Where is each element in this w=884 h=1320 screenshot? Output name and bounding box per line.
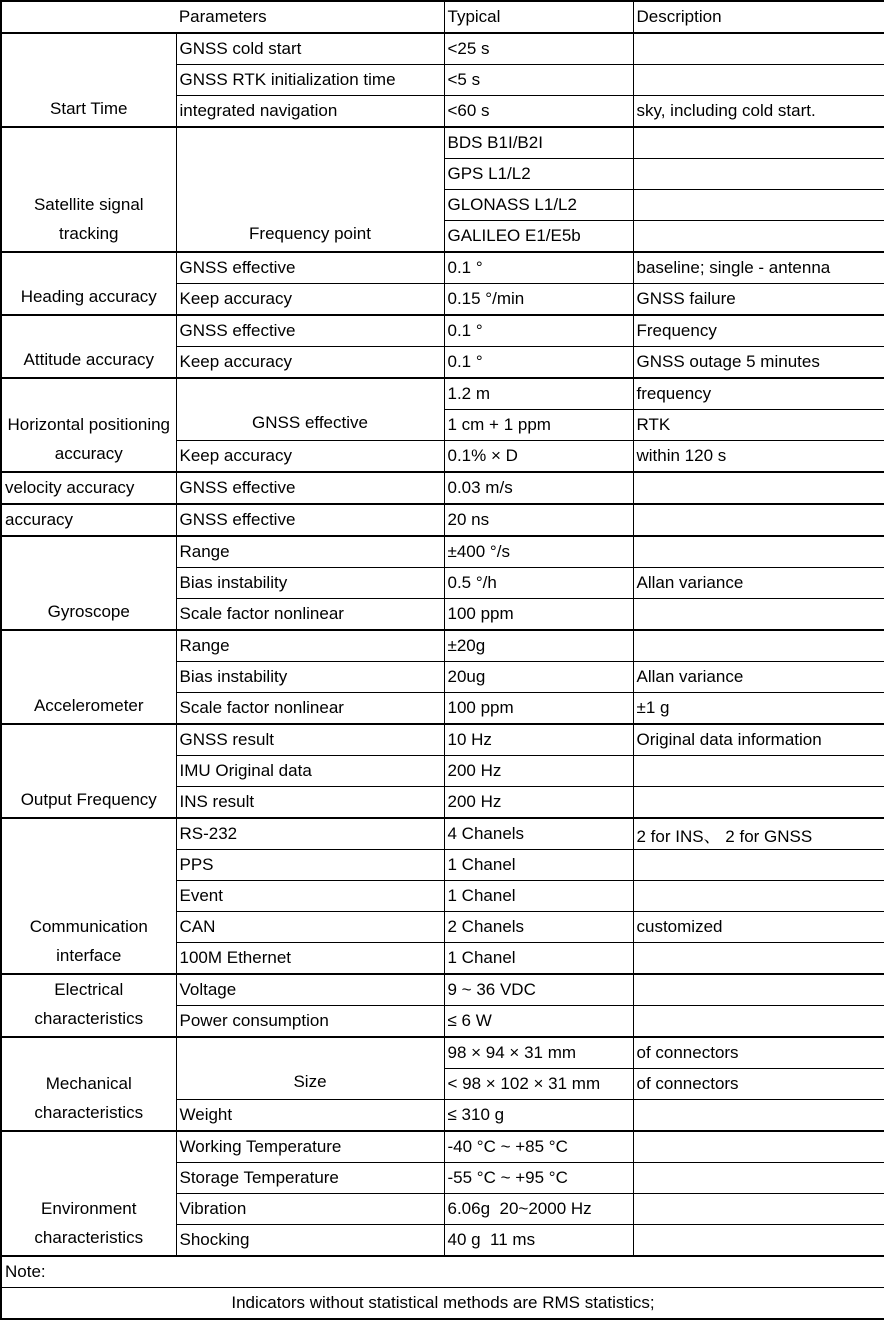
desc-cell: GNSS failure bbox=[633, 284, 884, 316]
header-description: Description bbox=[633, 1, 884, 33]
typical-cell: 98 × 94 × 31 mm bbox=[444, 1037, 633, 1069]
param-cell: Voltage bbox=[176, 974, 444, 1006]
param-cell: Power consumption bbox=[176, 1006, 444, 1038]
desc-cell: of connectors bbox=[633, 1037, 884, 1069]
typical-cell: GPS L1/L2 bbox=[444, 159, 633, 190]
desc-cell: RTK bbox=[633, 410, 884, 441]
param-cell: Keep accuracy bbox=[176, 284, 444, 316]
group-name-heading-accuracy: Heading accuracy bbox=[1, 252, 176, 315]
header-parameters: Parameters bbox=[1, 1, 444, 33]
desc-cell bbox=[633, 1225, 884, 1257]
desc-cell bbox=[633, 504, 884, 536]
typical-cell: -55 °C ~ +95 °C bbox=[444, 1163, 633, 1194]
param-cell: Keep accuracy bbox=[176, 347, 444, 379]
param-cell: GNSS result bbox=[176, 724, 444, 756]
typical-cell: 0.1 ° bbox=[444, 315, 633, 347]
typical-cell: 1 Chanel bbox=[444, 881, 633, 912]
param-cell: Shocking bbox=[176, 1225, 444, 1257]
group-name-electrical-characteristics: Electrical characteristics bbox=[1, 974, 176, 1037]
group-name-gyroscope: Gyroscope bbox=[1, 536, 176, 630]
param-cell: INS result bbox=[176, 787, 444, 819]
typical-cell: 0.15 °/min bbox=[444, 284, 633, 316]
desc-cell: within 120 s bbox=[633, 441, 884, 473]
desc-cell: Frequency bbox=[633, 315, 884, 347]
typical-cell: ±400 °/s bbox=[444, 536, 633, 568]
param-cell: IMU Original data bbox=[176, 756, 444, 787]
group-name-communication-interface: Communication interface bbox=[1, 818, 176, 974]
group-name-start-time: Start Time bbox=[1, 33, 176, 127]
desc-cell bbox=[633, 190, 884, 221]
desc-cell: of connectors bbox=[633, 1069, 884, 1100]
param-cell: Storage Temperature bbox=[176, 1163, 444, 1194]
desc-cell: frequency bbox=[633, 378, 884, 410]
desc-cell bbox=[633, 881, 884, 912]
param-cell: integrated navigation bbox=[176, 96, 444, 128]
param-cell: Bias instability bbox=[176, 662, 444, 693]
group-name-velocity-accuracy: velocity accuracy bbox=[1, 472, 176, 504]
typical-cell: 1 Chanel bbox=[444, 850, 633, 881]
param-cell: Range bbox=[176, 536, 444, 568]
desc-cell: sky, including cold start. bbox=[633, 96, 884, 128]
param-cell: Working Temperature bbox=[176, 1131, 444, 1163]
typical-cell: <60 s bbox=[444, 96, 633, 128]
typical-cell: 0.5 °/h bbox=[444, 568, 633, 599]
typical-cell: 40 g 11 ms bbox=[444, 1225, 633, 1257]
statistics-note: Indicators without statistical methods are RMS statistics; bbox=[1, 1288, 884, 1320]
header-row bbox=[1, 1, 884, 33]
desc-cell bbox=[633, 65, 884, 96]
typical-cell: 6.06g 20~2000 Hz bbox=[444, 1194, 633, 1225]
group-name-mechanical-characteristics: Mechanical characteristics bbox=[1, 1037, 176, 1131]
typical-cell: 0.1% × D bbox=[444, 441, 633, 473]
desc-cell bbox=[633, 33, 884, 65]
typical-cell: GLONASS L1/L2 bbox=[444, 190, 633, 221]
typical-cell: 1.2 m bbox=[444, 378, 633, 410]
param-cell: GNSS cold start bbox=[176, 33, 444, 65]
typical-cell: 100 ppm bbox=[444, 599, 633, 631]
typical-cell: 200 Hz bbox=[444, 756, 633, 787]
param-cell: Vibration bbox=[176, 1194, 444, 1225]
param-cell: Range bbox=[176, 630, 444, 662]
desc-cell bbox=[633, 159, 884, 190]
desc-cell bbox=[633, 1194, 884, 1225]
param-cell: Scale factor nonlinear bbox=[176, 599, 444, 631]
desc-cell bbox=[633, 1131, 884, 1163]
param-cell: Scale factor nonlinear bbox=[176, 693, 444, 725]
typical-cell: 0.03 m/s bbox=[444, 472, 633, 504]
desc-cell bbox=[633, 1100, 884, 1132]
group-name-satellite-signal-tracking: Satellite signal tracking bbox=[1, 127, 176, 252]
typical-cell: 100 ppm bbox=[444, 693, 633, 725]
group-name-accelerometer: Accelerometer bbox=[1, 630, 176, 724]
typical-cell: 4 Chanels bbox=[444, 818, 633, 850]
desc-cell bbox=[633, 1006, 884, 1038]
param-cell-gnss-effective: GNSS effective bbox=[176, 378, 444, 441]
group-name-horizontal-positioning-accuracy: Horizontal positioning accuracy bbox=[1, 378, 176, 472]
typical-cell: <25 s bbox=[444, 33, 633, 65]
typical-cell: ±20g bbox=[444, 630, 633, 662]
param-cell-frequency-point: Frequency point bbox=[176, 127, 444, 252]
desc-cell: baseline; single - antenna bbox=[633, 252, 884, 284]
group-name-output-frequency: Output Frequency bbox=[1, 724, 176, 818]
typical-cell: 0.1 ° bbox=[444, 347, 633, 379]
typical-cell: 1 Chanel bbox=[444, 943, 633, 975]
typical-cell: 2 Chanels bbox=[444, 912, 633, 943]
desc-cell bbox=[633, 127, 884, 159]
desc-cell bbox=[633, 599, 884, 631]
desc-cell: 2 for INS、 2 for GNSS bbox=[633, 818, 884, 850]
desc-cell: Allan variance bbox=[633, 662, 884, 693]
param-cell: GNSS effective bbox=[176, 252, 444, 284]
desc-cell bbox=[633, 630, 884, 662]
desc-cell bbox=[633, 756, 884, 787]
desc-cell: Original data information bbox=[633, 724, 884, 756]
typical-cell: <5 s bbox=[444, 65, 633, 96]
typical-cell: 0.1 ° bbox=[444, 252, 633, 284]
desc-cell bbox=[633, 1163, 884, 1194]
group-name-environment-characteristics: Environment characteristics bbox=[1, 1131, 176, 1256]
desc-cell bbox=[633, 787, 884, 819]
param-cell: GNSS effective bbox=[176, 472, 444, 504]
typical-cell: 9 ~ 36 VDC bbox=[444, 974, 633, 1006]
typical-cell: < 98 × 102 × 31 mm bbox=[444, 1069, 633, 1100]
param-cell: 100M Ethernet bbox=[176, 943, 444, 975]
header-typical: Typical bbox=[444, 1, 633, 33]
group-name-attitude-accuracy: Attitude accuracy bbox=[1, 315, 176, 378]
param-cell: GNSS effective bbox=[176, 504, 444, 536]
desc-cell bbox=[633, 221, 884, 253]
param-cell: Event bbox=[176, 881, 444, 912]
desc-cell bbox=[633, 472, 884, 504]
note-label: Note: bbox=[1, 1256, 884, 1288]
desc-cell bbox=[633, 850, 884, 881]
group-name-accuracy: accuracy bbox=[1, 504, 176, 536]
desc-cell bbox=[633, 536, 884, 568]
param-cell: RS-232 bbox=[176, 818, 444, 850]
param-cell: GNSS effective bbox=[176, 315, 444, 347]
typical-cell: 1 cm + 1 ppm bbox=[444, 410, 633, 441]
typical-cell: 20 ns bbox=[444, 504, 633, 536]
typical-cell: -40 °C ~ +85 °C bbox=[444, 1131, 633, 1163]
param-cell: PPS bbox=[176, 850, 444, 881]
param-cell: GNSS RTK initialization time bbox=[176, 65, 444, 96]
desc-cell: customized bbox=[633, 912, 884, 943]
typical-cell: ≤ 310 g bbox=[444, 1100, 633, 1132]
desc-cell: GNSS outage 5 minutes bbox=[633, 347, 884, 379]
typical-cell: BDS B1I/B2I bbox=[444, 127, 633, 159]
param-cell: Weight bbox=[176, 1100, 444, 1132]
typical-cell: GALILEO E1/E5b bbox=[444, 221, 633, 253]
desc-cell: Allan variance bbox=[633, 568, 884, 599]
typical-cell: 20ug bbox=[444, 662, 633, 693]
desc-cell bbox=[633, 974, 884, 1006]
param-cell: Bias instability bbox=[176, 568, 444, 599]
typical-cell: 10 Hz bbox=[444, 724, 633, 756]
typical-cell: 200 Hz bbox=[444, 787, 633, 819]
typical-cell: ≤ 6 W bbox=[444, 1006, 633, 1038]
param-cell: CAN bbox=[176, 912, 444, 943]
param-cell-size: Size bbox=[176, 1037, 444, 1100]
desc-cell bbox=[633, 943, 884, 975]
desc-cell: ±1 g bbox=[633, 693, 884, 725]
param-cell: Keep accuracy bbox=[176, 441, 444, 473]
